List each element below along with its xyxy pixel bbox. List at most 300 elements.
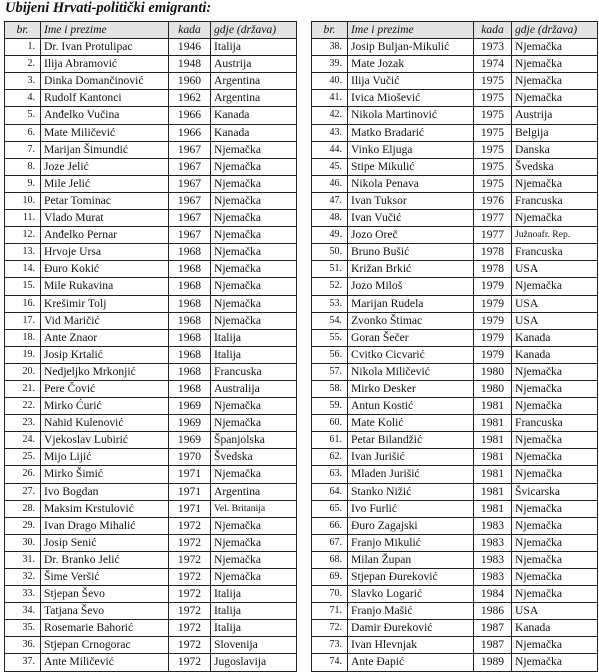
- year: 1979: [474, 329, 512, 346]
- person-name: Jozo Oreč: [348, 227, 474, 244]
- row-number: 6.: [5, 124, 41, 141]
- person-name: Ante Miličević: [41, 654, 169, 671]
- row-number: 74.: [312, 654, 348, 671]
- row-number: 35.: [5, 620, 41, 637]
- country: Kanada: [512, 620, 598, 637]
- header-country: gdje (država): [211, 22, 297, 39]
- row-number: 2.: [5, 56, 41, 73]
- table-row: [5, 244, 297, 261]
- row-number: 14.: [5, 261, 41, 278]
- row-number: 3.: [5, 73, 41, 90]
- person-name: Bruno Bušić: [348, 244, 474, 261]
- year: 1948: [169, 56, 211, 73]
- row-number: 65.: [312, 500, 348, 517]
- year: 1972: [169, 551, 211, 568]
- country: Njemačka: [211, 415, 297, 432]
- year: 1981: [474, 500, 512, 517]
- row-number: 38.: [312, 39, 348, 56]
- year: 1972: [169, 534, 211, 551]
- table-row: [5, 295, 297, 312]
- table-row: [312, 227, 598, 244]
- country: Belgija: [512, 124, 598, 141]
- table-row: [312, 175, 598, 192]
- table-row: [312, 432, 598, 449]
- year: 1981: [474, 398, 512, 415]
- person-name: Mirko Desker: [348, 380, 474, 397]
- row-number: 15.: [5, 278, 41, 295]
- country: Njemačka: [211, 534, 297, 551]
- table-row: [312, 158, 598, 175]
- person-name: Ilija Vučić: [348, 73, 474, 90]
- row-number: 53.: [312, 295, 348, 312]
- table-row: [312, 415, 598, 432]
- country: Njemačka: [211, 227, 297, 244]
- year: 1962: [169, 90, 211, 107]
- country: Španjolska: [211, 432, 297, 449]
- country: Njemačka: [512, 500, 598, 517]
- table-row: [312, 569, 598, 586]
- year: 1989: [474, 654, 512, 671]
- year: 1972: [169, 620, 211, 637]
- table-row: [312, 466, 598, 483]
- header-name: Ime i prezime: [348, 22, 474, 39]
- header-year: kada: [474, 22, 512, 39]
- person-name: Đuro Zagajski: [348, 517, 474, 534]
- person-name: Ivan Vučić: [348, 210, 474, 227]
- row-number: 21.: [5, 380, 41, 397]
- row-number: 62.: [312, 449, 348, 466]
- year: 1968: [169, 363, 211, 380]
- year: 1972: [169, 586, 211, 603]
- table-row: [5, 483, 297, 500]
- table-row: [5, 312, 297, 329]
- row-number: 12.: [5, 227, 41, 244]
- year: 1980: [474, 363, 512, 380]
- year: 1980: [474, 380, 512, 397]
- header-number: br.: [312, 22, 348, 39]
- table-row: [312, 620, 598, 637]
- year: 1967: [169, 141, 211, 158]
- year: 1977: [474, 210, 512, 227]
- row-number: 1.: [5, 39, 41, 56]
- year: 1981: [474, 466, 512, 483]
- year: 1972: [169, 517, 211, 534]
- country: Njemačka: [512, 278, 598, 295]
- table-row: [5, 637, 297, 654]
- year: 1970: [169, 449, 211, 466]
- year: 1981: [474, 415, 512, 432]
- person-name: Mile Rukavina: [41, 278, 169, 295]
- year: 1974: [474, 56, 512, 73]
- table-row: [5, 466, 297, 483]
- country: Njemačka: [512, 39, 598, 56]
- row-number: 43.: [312, 124, 348, 141]
- person-name: Šime Veršić: [41, 569, 169, 586]
- country: Švedska: [211, 449, 297, 466]
- person-name: Nikola Penava: [348, 175, 474, 192]
- year: 1983: [474, 517, 512, 534]
- person-name: Tatjana Ševo: [41, 603, 169, 620]
- row-number: 52.: [312, 278, 348, 295]
- person-name: Ante Đapić: [348, 654, 474, 671]
- country: Australija: [211, 380, 297, 397]
- year: 1986: [474, 603, 512, 620]
- year: 1971: [169, 500, 211, 517]
- table-row: [312, 141, 598, 158]
- row-number: 40.: [312, 73, 348, 90]
- year: 1972: [169, 654, 211, 671]
- country: Kanada: [211, 107, 297, 124]
- country: Njemačka: [211, 261, 297, 278]
- year: 1983: [474, 569, 512, 586]
- table-row: [5, 569, 297, 586]
- table-row: [312, 534, 598, 551]
- table-row: [312, 124, 598, 141]
- year: 1969: [169, 398, 211, 415]
- row-number: 39.: [312, 56, 348, 73]
- person-name: Jozo Miloš: [348, 278, 474, 295]
- year: 1967: [169, 210, 211, 227]
- row-number: 58.: [312, 380, 348, 397]
- row-number: 28.: [5, 500, 41, 517]
- country: Njemačka: [211, 244, 297, 261]
- person-name: Vinko Eljuga: [348, 141, 474, 158]
- year: 1984: [474, 586, 512, 603]
- year: 1975: [474, 158, 512, 175]
- table-row: [312, 380, 598, 397]
- table-row: [5, 124, 297, 141]
- row-number: 73.: [312, 637, 348, 654]
- person-name: Krešimir Tolj: [41, 295, 169, 312]
- country: Kanada: [512, 346, 598, 363]
- table-row: [5, 534, 297, 551]
- row-number: 36.: [5, 637, 41, 654]
- header-name: Ime i prezime: [41, 22, 169, 39]
- person-name: Pere Čović: [41, 380, 169, 397]
- row-number: 45.: [312, 158, 348, 175]
- table-row: [5, 517, 297, 534]
- person-name: Mirko Ćurić: [41, 398, 169, 415]
- row-number: 47.: [312, 192, 348, 209]
- country: Njemačka: [512, 586, 598, 603]
- table-row: [312, 278, 598, 295]
- person-name: Ante Znaor: [41, 329, 169, 346]
- row-number: 30.: [5, 534, 41, 551]
- row-number: 51.: [312, 261, 348, 278]
- row-number: 9.: [5, 175, 41, 192]
- row-number: 7.: [5, 141, 41, 158]
- table-row: [5, 603, 297, 620]
- row-number: 18.: [5, 329, 41, 346]
- year: 1987: [474, 637, 512, 654]
- row-number: 31.: [5, 551, 41, 568]
- row-number: 22.: [5, 398, 41, 415]
- table-row: [312, 551, 598, 568]
- country: Njemačka: [211, 175, 297, 192]
- person-name: Marijan Šimundić: [41, 141, 169, 158]
- person-name: Ivo Bogdan: [41, 483, 169, 500]
- person-name: Milan Župan: [348, 551, 474, 568]
- year: 1968: [169, 244, 211, 261]
- table-row: [312, 483, 598, 500]
- table-row: [312, 107, 598, 124]
- year: 1968: [169, 261, 211, 278]
- table-row: [312, 346, 598, 363]
- table-row: [5, 39, 297, 56]
- row-number: 37.: [5, 654, 41, 671]
- year: 1978: [474, 244, 512, 261]
- table-row: [312, 637, 598, 654]
- row-number: 27.: [5, 483, 41, 500]
- row-number: 71.: [312, 603, 348, 620]
- person-name: Joze Jelić: [41, 158, 169, 175]
- emigrants-table-left: [4, 21, 297, 672]
- table-row: [5, 329, 297, 346]
- row-number: 54.: [312, 312, 348, 329]
- table-row: [5, 261, 297, 278]
- table-row: [312, 363, 598, 380]
- person-name: Nahid Kulenović: [41, 415, 169, 432]
- country: Njemačka: [512, 654, 598, 671]
- country: Francuska: [512, 192, 598, 209]
- year: 1968: [169, 278, 211, 295]
- row-number: 68.: [312, 551, 348, 568]
- table-row: [312, 56, 598, 73]
- year: 1966: [169, 124, 211, 141]
- country: Njemačka: [211, 210, 297, 227]
- country: Njemačka: [512, 534, 598, 551]
- person-name: Nedjeljko Mrkonjić: [41, 363, 169, 380]
- person-name: Anđelko Vučina: [41, 107, 169, 124]
- country: Italija: [211, 620, 297, 637]
- country: Švicarska: [512, 483, 598, 500]
- country: Njemačka: [512, 517, 598, 534]
- country: Italija: [211, 39, 297, 56]
- row-number: 44.: [312, 141, 348, 158]
- row-number: 46.: [312, 175, 348, 192]
- country: Južnoafr. Rep.: [512, 227, 598, 244]
- row-number: 13.: [5, 244, 41, 261]
- row-number: 50.: [312, 244, 348, 261]
- row-number: 34.: [5, 603, 41, 620]
- year: 1975: [474, 175, 512, 192]
- country: Njemačka: [512, 449, 598, 466]
- row-number: 17.: [5, 312, 41, 329]
- year: 1972: [169, 637, 211, 654]
- row-number: 29.: [5, 517, 41, 534]
- country: Njemačka: [512, 175, 598, 192]
- year: 1981: [474, 483, 512, 500]
- country: Njemačka: [512, 637, 598, 654]
- person-name: Damir Đureković: [348, 620, 474, 637]
- row-number: 4.: [5, 90, 41, 107]
- person-name: Ivan Drago Mihalić: [41, 517, 169, 534]
- person-name: Vjekoslav Lubirić: [41, 432, 169, 449]
- table-row: [5, 158, 297, 175]
- person-name: Petar Bilandžić: [348, 432, 474, 449]
- table-row: [312, 398, 598, 415]
- table-row: [5, 432, 297, 449]
- country: Njemačka: [211, 312, 297, 329]
- person-name: Ivan Tuksor: [348, 192, 474, 209]
- country: USA: [512, 295, 598, 312]
- row-number: 42.: [312, 107, 348, 124]
- year: 1975: [474, 73, 512, 90]
- row-number: 24.: [5, 432, 41, 449]
- table-row: [5, 192, 297, 209]
- table-row: [5, 449, 297, 466]
- year: 1976: [474, 192, 512, 209]
- country: Njemačka: [512, 466, 598, 483]
- person-name: Nikola Martinović: [348, 107, 474, 124]
- row-number: 55.: [312, 329, 348, 346]
- year: 1971: [169, 483, 211, 500]
- row-number: 70.: [312, 586, 348, 603]
- person-name: Mate Miličević: [41, 124, 169, 141]
- person-name: Mile Jelić: [41, 175, 169, 192]
- country: Francuska: [512, 244, 598, 261]
- country: Austrija: [211, 56, 297, 73]
- person-name: Stjepan Đureković: [348, 569, 474, 586]
- table-row: [312, 244, 598, 261]
- table-body-right: [312, 39, 598, 671]
- year: 1987: [474, 620, 512, 637]
- person-name: Ivan Hlevnjak: [348, 637, 474, 654]
- year: 1966: [169, 107, 211, 124]
- row-number: 61.: [312, 432, 348, 449]
- table-row: [5, 586, 297, 603]
- table-row: [5, 107, 297, 124]
- table-row: [5, 654, 297, 671]
- year: 1975: [474, 107, 512, 124]
- table-row: [5, 363, 297, 380]
- country: Njemačka: [211, 466, 297, 483]
- country: Slovenija: [211, 637, 297, 654]
- person-name: Vlado Murat: [41, 210, 169, 227]
- year: 1978: [474, 261, 512, 278]
- row-number: 19.: [5, 346, 41, 363]
- row-number: 69.: [312, 569, 348, 586]
- country: Kanada: [512, 329, 598, 346]
- person-name: Cvitko Cicvarić: [348, 346, 474, 363]
- emigrants-table-right: [311, 21, 598, 672]
- country: Švedska: [512, 158, 598, 175]
- row-number: 49.: [312, 227, 348, 244]
- person-name: Stjepan Ševo: [41, 586, 169, 603]
- country: Njemačka: [512, 551, 598, 568]
- person-name: Antun Kostić: [348, 398, 474, 415]
- header-number: br.: [5, 22, 41, 39]
- header-row: [5, 22, 297, 39]
- person-name: Hrvoje Ursa: [41, 244, 169, 261]
- person-name: Stjepan Crnogorac: [41, 637, 169, 654]
- year: 1971: [169, 466, 211, 483]
- country: Njemačka: [512, 56, 598, 73]
- year: 1979: [474, 346, 512, 363]
- year: 1983: [474, 534, 512, 551]
- table-row: [5, 56, 297, 73]
- year: 1967: [169, 175, 211, 192]
- page-title: Ubijeni Hrvati-politički emigranti:: [5, 0, 212, 16]
- country: Njemačka: [512, 432, 598, 449]
- person-name: Dr. Ivan Protulipac: [41, 39, 169, 56]
- person-name: Franjo Mašić: [348, 603, 474, 620]
- country: Argentina: [211, 483, 297, 500]
- year: 1972: [169, 569, 211, 586]
- country: Italija: [211, 346, 297, 363]
- country: USA: [512, 603, 598, 620]
- table-row: [312, 603, 598, 620]
- country: USA: [512, 312, 598, 329]
- table-row: [5, 500, 297, 517]
- year: 1946: [169, 39, 211, 56]
- country: Danska: [512, 141, 598, 158]
- table-row: [312, 654, 598, 671]
- table-row: [312, 312, 598, 329]
- country: Njemačka: [211, 192, 297, 209]
- row-number: 63.: [312, 466, 348, 483]
- table-row: [5, 346, 297, 363]
- person-name: Mladen Jurišić: [348, 466, 474, 483]
- row-number: 56.: [312, 346, 348, 363]
- country: USA: [512, 261, 598, 278]
- country: Austrija: [512, 107, 598, 124]
- year: 1981: [474, 432, 512, 449]
- person-name: Josip Krtalić: [41, 346, 169, 363]
- row-number: 57.: [312, 363, 348, 380]
- person-name: Josip Senić: [41, 534, 169, 551]
- person-name: Marijan Rudela: [348, 295, 474, 312]
- year: 1977: [474, 227, 512, 244]
- table-row: [5, 380, 297, 397]
- table-row: [312, 73, 598, 90]
- table-row: [5, 210, 297, 227]
- person-name: Dr. Branko Jelić: [41, 551, 169, 568]
- person-name: Križan Brkić: [348, 261, 474, 278]
- year: 1973: [474, 39, 512, 56]
- table-row: [312, 517, 598, 534]
- person-name: Slavko Logarić: [348, 586, 474, 603]
- row-number: 8.: [5, 158, 41, 175]
- table-row: [5, 278, 297, 295]
- year: 1969: [169, 432, 211, 449]
- table-row: [312, 39, 598, 56]
- year: 1975: [474, 141, 512, 158]
- row-number: 67.: [312, 534, 348, 551]
- row-number: 59.: [312, 398, 348, 415]
- year: 1983: [474, 551, 512, 568]
- year: 1979: [474, 278, 512, 295]
- country: Njemačka: [211, 295, 297, 312]
- country: Jugoslavija: [211, 654, 297, 671]
- table-row: [5, 175, 297, 192]
- year: 1969: [169, 415, 211, 432]
- row-number: 20.: [5, 363, 41, 380]
- person-name: Rudolf Kantonci: [41, 90, 169, 107]
- row-number: 64.: [312, 483, 348, 500]
- country: Kanada: [211, 124, 297, 141]
- country: Argentina: [211, 73, 297, 90]
- person-name: Nikola Miličević: [348, 363, 474, 380]
- person-name: Stanko Nižić: [348, 483, 474, 500]
- person-name: Ilija Abramović: [41, 56, 169, 73]
- row-number: 25.: [5, 449, 41, 466]
- table-row: [5, 73, 297, 90]
- year: 1968: [169, 346, 211, 363]
- year: 1979: [474, 295, 512, 312]
- table-row: [312, 192, 598, 209]
- year: 1975: [474, 90, 512, 107]
